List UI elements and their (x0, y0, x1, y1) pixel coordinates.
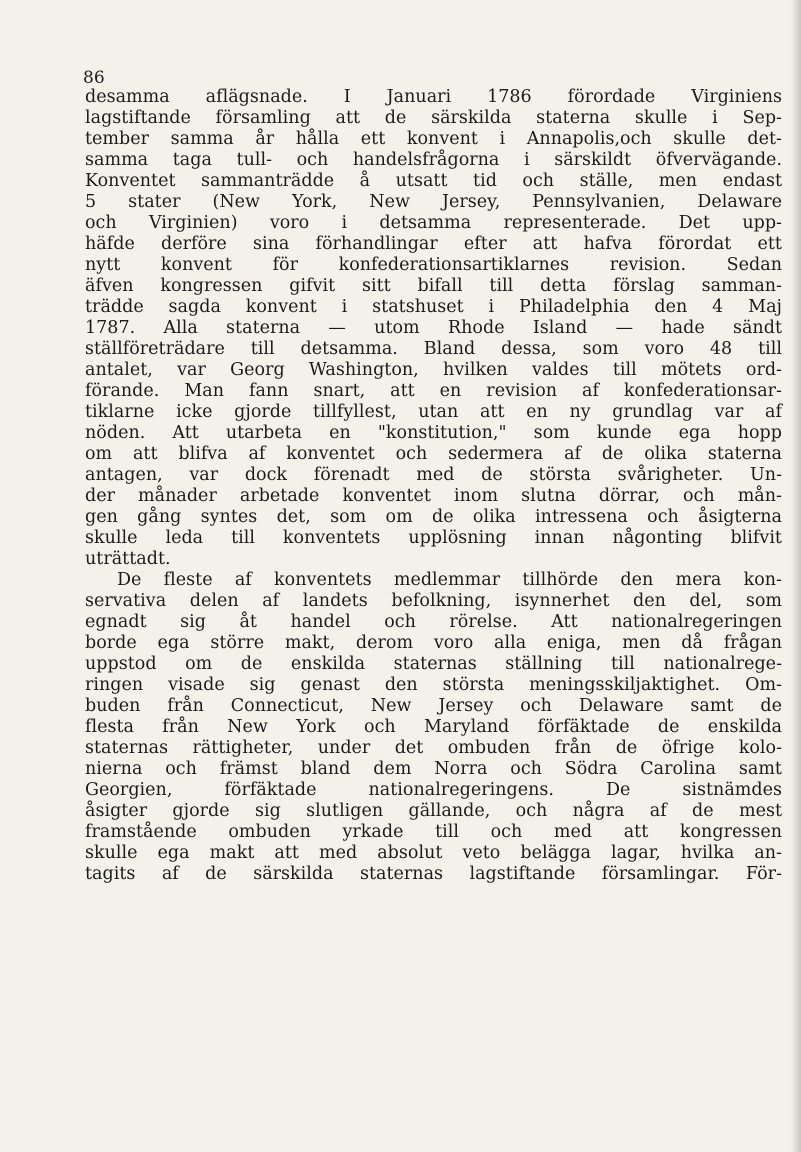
text-line: borde ega större makt, derom voro alla eniga, men då frågan (85, 633, 782, 653)
text-line: tember samma år hålla ett konvent i Annapolis,och skulle det- (85, 129, 782, 149)
text-line: antagen, var dock förenadt med de största svårigheter. Un- (85, 465, 782, 485)
text-line: äfven kongressen gifvit sitt bifall till detta förslag samman- (85, 276, 782, 296)
text-line: skulle ega makt att med absolut veto belägga lagar, hvilka an- (85, 843, 782, 863)
text-line: ställföreträdare till detsamma. Bland dessa, som voro 48 till (85, 339, 782, 359)
page-number: 86 (83, 68, 105, 88)
text-line: nierna och främst bland dem Norra och Södra Carolina samt (85, 759, 782, 779)
page-edge-shadow (791, 0, 801, 1152)
body-text (85, 87, 782, 885)
text-line: 5 stater (New York, New Jersey, Pennsylvanien, Delaware (85, 192, 782, 212)
text-line: lagstiftande församling att de särskilda staterna skulle i Sep- (85, 108, 782, 128)
text-line: nöden. Att utarbeta en "konstitution," som kunde ega hopp (85, 423, 782, 443)
text-line: tagits af de särskilda staternas lagstiftande församlingar. För- (85, 864, 782, 884)
text-line: uträttadt. (85, 549, 171, 569)
text-line: samma taga tull- och handelsfrågorna i särskildt öfvervägande. (85, 150, 782, 170)
text-line: De fleste af konventets medlemmar tillhörde den mera kon- (117, 570, 782, 590)
text-line: antalet, var Georg Washington, hvilken valdes till mötets ord- (85, 360, 782, 380)
text-line: åsigter gjorde sig slutligen gällande, och några af de mest (85, 801, 782, 821)
text-line: staternas rättigheter, under det ombuden från de öfrige kolo- (85, 738, 782, 758)
text-line: buden från Connecticut, New Jersey och Delaware samt de (85, 696, 782, 716)
text-line: egnadt sig åt handel och rörelse. Att nationalregeringen (85, 612, 782, 632)
text-line: flesta från New York och Maryland förfäktade de enskilda (85, 717, 782, 737)
text-line: der månader arbetade konventet inom slutna dörrar, och mån- (85, 486, 782, 506)
text-line: och Virginien) voro i detsamma representerade. Det upp- (85, 213, 782, 233)
text-line: Georgien, förfäktade nationalregeringens. De sistnämdes (85, 780, 782, 800)
text-line: uppstod om de enskilda staternas ställning till nationalrege- (85, 654, 782, 674)
text-line: nytt konvent för konfederationsartiklarnes revision. Sedan (85, 255, 782, 275)
text-line: häfde derföre sina förhandlingar efter att hafva förordat ett (85, 234, 782, 254)
text-line: servativa delen af landets befolkning, isynnerhet den del, som (85, 591, 782, 611)
text-line: trädde sagda konvent i statshuset i Philadelphia den 4 Maj (85, 297, 782, 317)
text-line: skulle leda till konventets upplösning innan någonting blifvit (85, 528, 782, 548)
text-line: förande. Man fann snart, att en revision af konfederationsar- (85, 381, 782, 401)
text-line: desamma aflägsnade. I Januari 1786 förordade Virginiens (85, 87, 782, 107)
text-line: tiklarne icke gjorde tillfyllest, utan att en ny grundlag var af (85, 402, 782, 422)
text-line: ringen visade sig genast den största meningsskiljaktighet. Om- (85, 675, 782, 695)
text-line: om att blifva af konventet och sedermera af de olika staterna (85, 444, 782, 464)
text-line: Konventet sammanträdde å utsatt tid och ställe, men endast (85, 171, 782, 191)
text-line: 1787. Alla staterna — utom Rhode Island — hade sändt (85, 318, 782, 338)
text-line: gen gång syntes det, som om de olika intressena och åsigterna (85, 507, 782, 527)
text-line: framstående ombuden yrkade till och med att kongressen (85, 822, 782, 842)
